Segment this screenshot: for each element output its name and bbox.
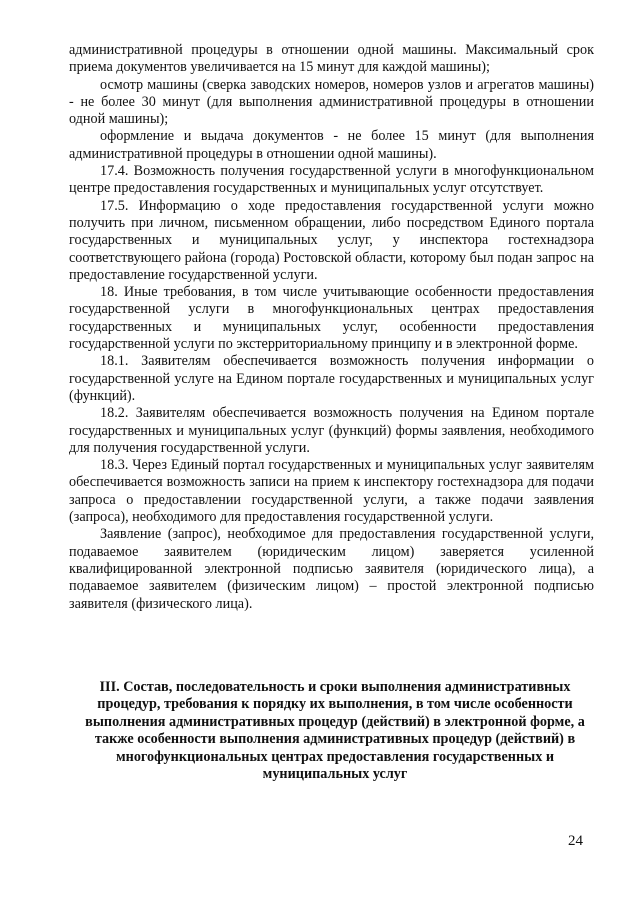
paragraph-17-4: 17.4. Возможность получения государственной услуги в многофункциональном центре предоставления государственных и муниципальных услуг отсутствует. <box>69 163 594 197</box>
paragraph-18-1: 18.1. Заявителям обеспечивается возможность получения информации о государственной услуге на Едином портале государственных и муниципальных услуг (функций). <box>69 353 594 404</box>
paragraph-issuance: оформление и выдача документов - не более 15 минут (для выполнения административной процедуры в отношении одной машины). <box>69 128 594 162</box>
paragraph-18-2: 18.2. Заявителям обеспечивается возможность получения на Едином портале государственных и муниципальных услуг (функций) формы заявления, необходимого для получения государственной услуги. <box>69 405 594 456</box>
section-heading: III. Состав, последовательность и сроки выполнения административных процедур, требования к порядку их выполнения, в том числе особенности выполнения административных процедур (действий) в электронной форме, а также особенности выполнения административных процедур (действий) в многофункциональных центрах предоставления государственных и муниципальных услуг <box>85 679 585 783</box>
paragraph-continuation: административной процедуры в отношении одной машины. Максимальный срок приема документов увеличивается на 15 минут для каждой машины); <box>69 42 594 76</box>
paragraph-signature: Заявление (запрос), необходимое для предоставления государственной услуги, подаваемое заявителем (юридическим лицом) заверяется усиленной квалифицированной электронной подписью заявителя (юридического лица), а подаваемое заявителем (физическим лицом) – простой электронной подписью заявителя (физического лица). <box>69 526 594 612</box>
page-number: 24 <box>568 833 583 849</box>
paragraph-18: 18. Иные требования, в том числе учитывающие особенности предоставления государственной услуги в многофункциональных центрах предоставления государственных и муниципальных услуг, особенности предоставления государственной услуги по экстерриториальному принципу и в электронной форме. <box>69 284 594 353</box>
paragraph-18-3: 18.3. Через Единый портал государственных и муниципальных услуг заявителям обеспечивается возможность записи на прием к инспектору гостехнадзора для подачи запроса о предоставлении государственной услуги, а также подачи заявления (запроса), необходимого для предоставления государственной услуги. <box>69 457 594 526</box>
paragraph-inspection: осмотр машины (сверка заводских номеров, номеров узлов и агрегатов машины) - не более 30 минут (для выполнения административной процедуры в отношении одной машины); <box>69 76 594 128</box>
paragraph-17-5: 17.5. Информацию о ходе предоставления государственной услуги можно получить при личном, письменном обращении, либо посредством Единого портала государственных и муниципальных услуг, у инспектора гостехнадзора соответствующего района (города) Ростовской области, которому был подан запрос на предоставление государственной услуги. <box>69 197 594 283</box>
body-text <box>69 42 594 613</box>
